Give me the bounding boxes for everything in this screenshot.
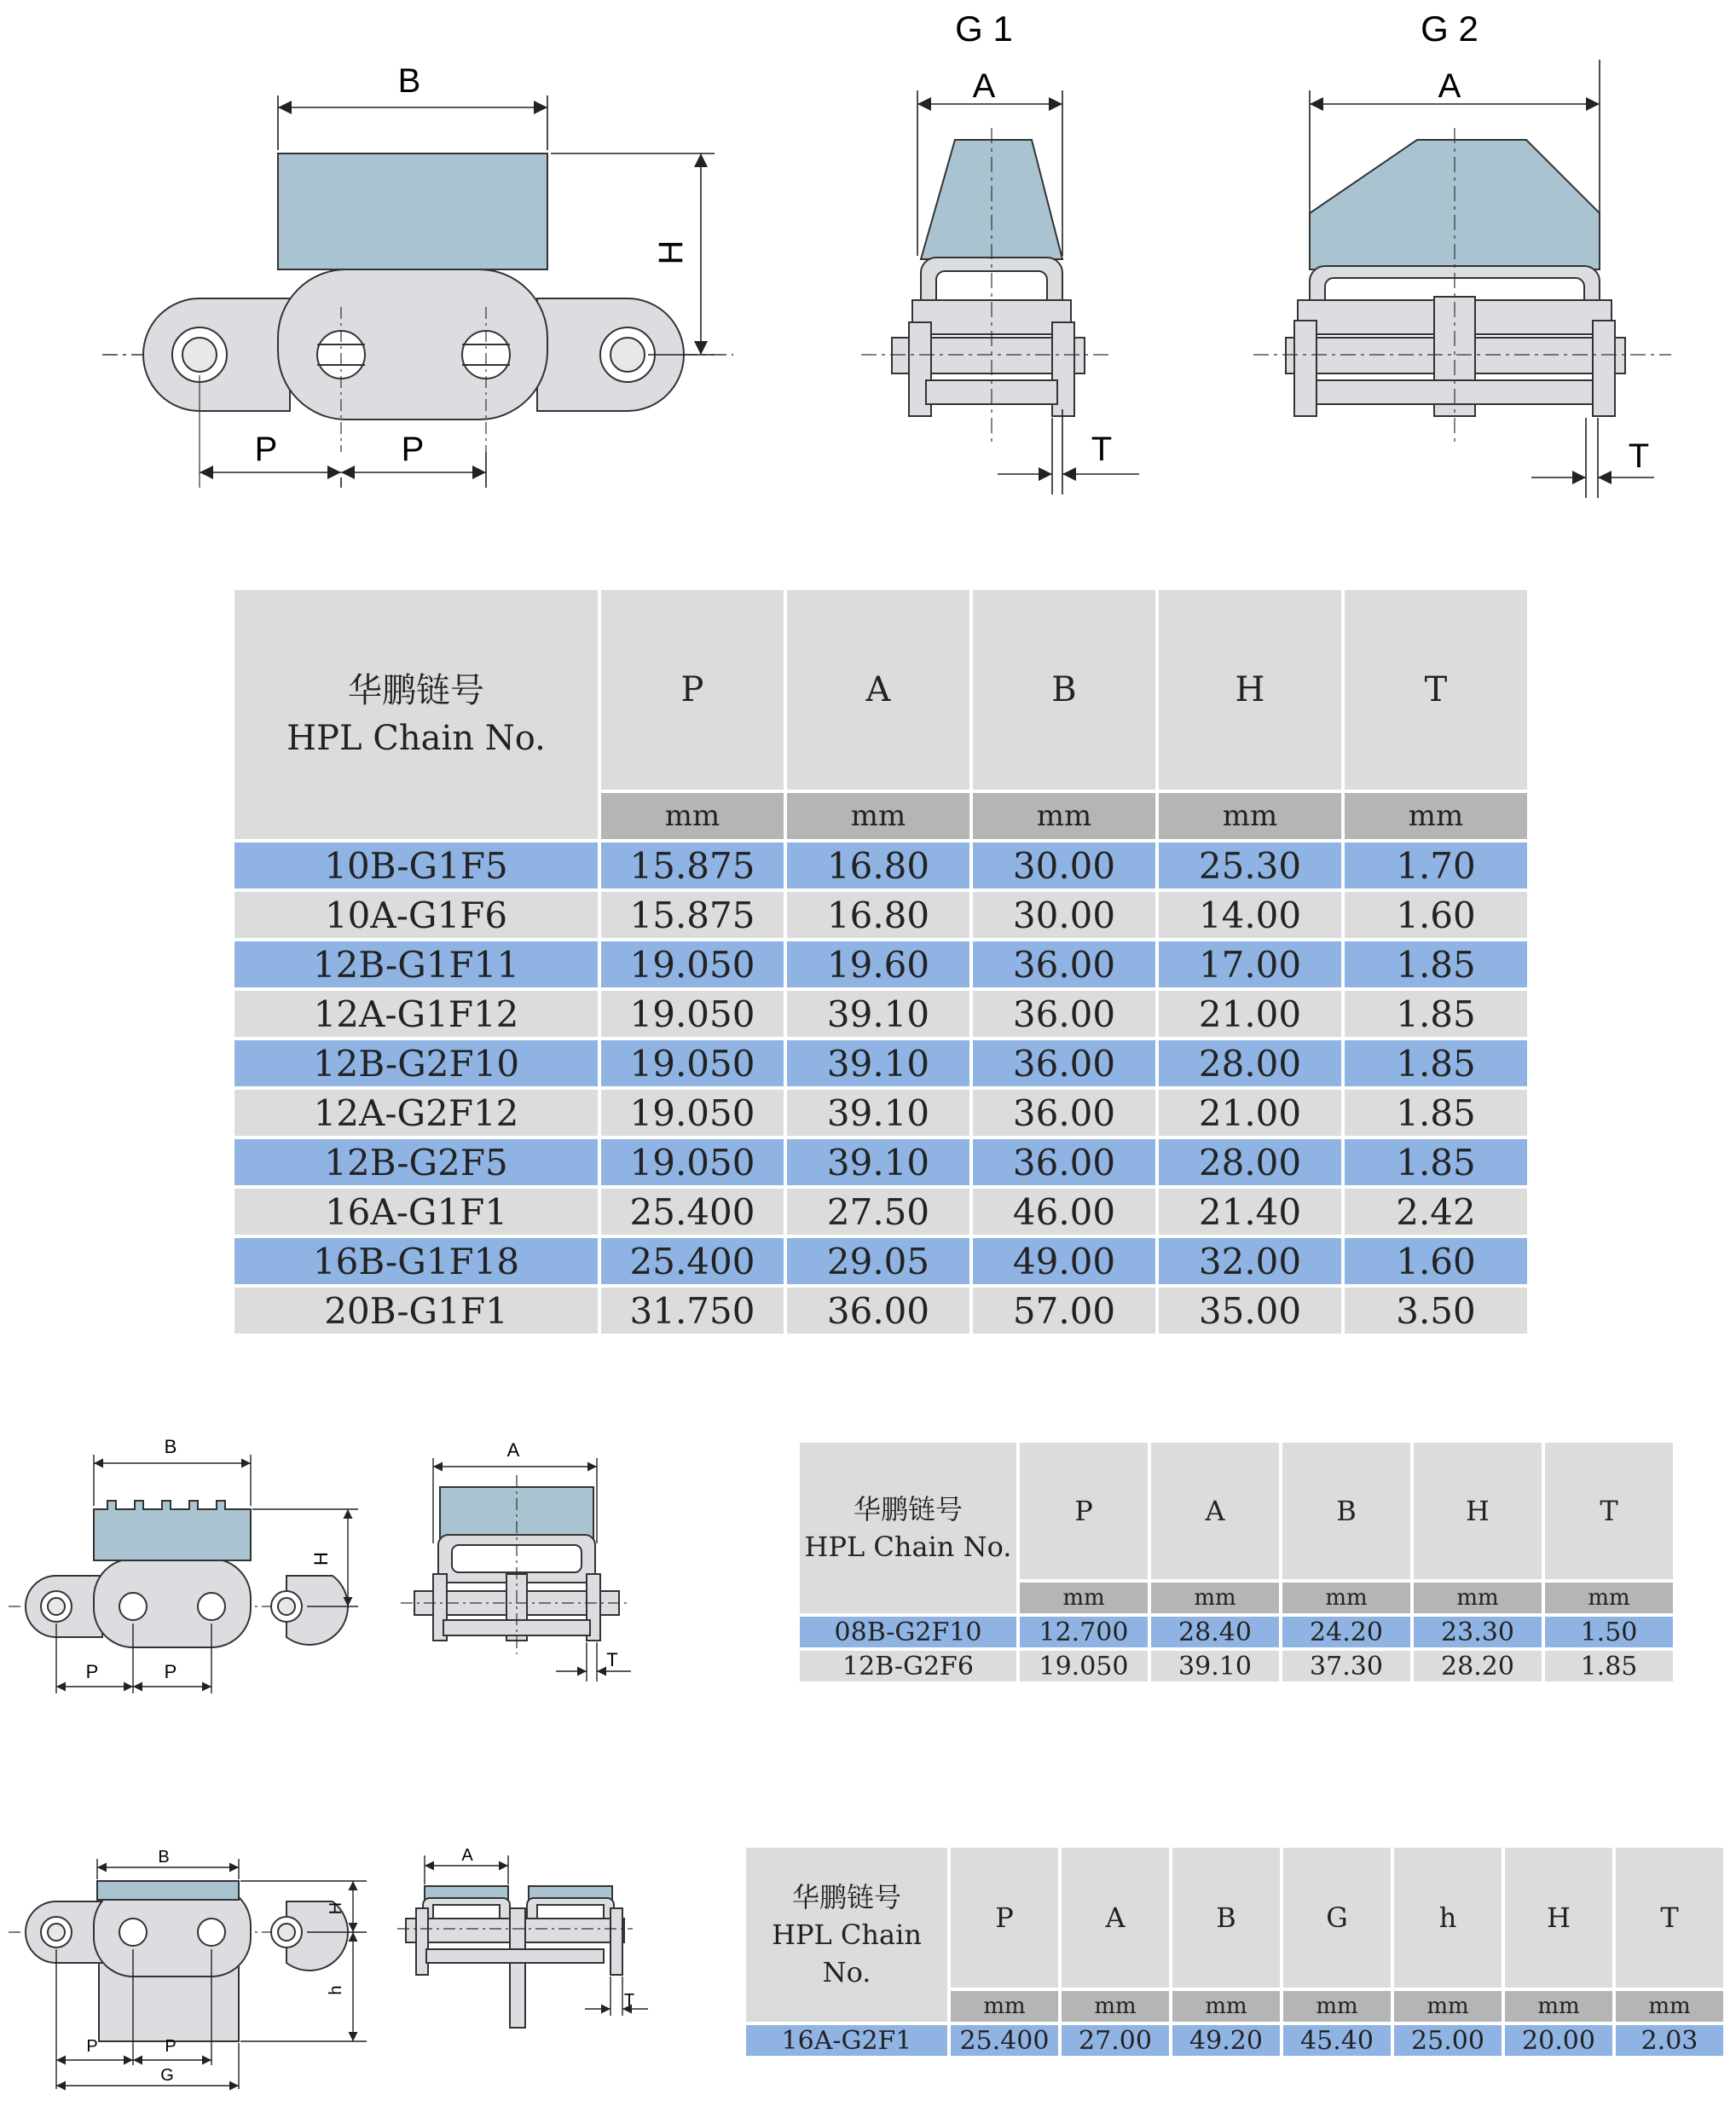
value-cell: 27.50 [787, 1189, 969, 1235]
col-header: H [1159, 590, 1341, 790]
mid-label-h: H [310, 1552, 332, 1566]
table-row [234, 1139, 1527, 1185]
col-header: H [1414, 1443, 1542, 1579]
unit-cell: mm [1505, 1991, 1612, 2022]
header-chain-no [800, 1443, 1016, 1613]
value-cell: 1.85 [1345, 1040, 1527, 1086]
value-cell: 1.85 [1545, 1651, 1673, 1681]
mid-label-b: B [164, 1436, 177, 1457]
bottom-label-b: B [158, 1848, 170, 1867]
value-cell: 46.00 [973, 1189, 1155, 1235]
col-header: P [1020, 1443, 1148, 1579]
col-header: B [1282, 1443, 1410, 1579]
g1-label-a: A [972, 67, 996, 105]
unit-cell: mm [1283, 1991, 1391, 2022]
bottom-label-p2: P [165, 2037, 176, 2056]
value-cell: 36.00 [787, 1288, 969, 1334]
value-cell: 28.40 [1151, 1617, 1279, 1647]
value-cell: 49.20 [1172, 2025, 1280, 2056]
unit-cell: mm [1345, 793, 1527, 839]
unit-cell: mm [1020, 1583, 1148, 1613]
value-cell: 19.050 [601, 991, 784, 1037]
value-cell: 25.400 [601, 1189, 784, 1235]
header-en: HPL Chain No. [804, 1531, 1012, 1563]
value-cell: 57.00 [973, 1288, 1155, 1334]
value-cell: 30.00 [973, 842, 1155, 888]
value-cell: 32.00 [1159, 1238, 1341, 1284]
value-cell: 1.70 [1345, 842, 1527, 888]
header-cn: 华鹏链号 [791, 1881, 901, 1913]
value-cell: 19.050 [601, 1139, 784, 1185]
col-header: P [601, 590, 784, 790]
value-cell: 36.00 [973, 1040, 1155, 1086]
value-cell: 36.00 [973, 991, 1155, 1037]
bottom-chain-diagrams [0, 1833, 733, 2101]
value-cell: 24.20 [1282, 1617, 1410, 1647]
table-row [234, 941, 1527, 987]
chain-no-cell: 12B-G1F11 [234, 941, 598, 987]
table-row [234, 1238, 1527, 1284]
label-h: H [652, 240, 690, 265]
label-b: B [397, 62, 421, 100]
value-cell: 37.30 [1282, 1651, 1410, 1681]
value-cell: 21.00 [1159, 991, 1341, 1037]
value-cell: 14.00 [1159, 892, 1341, 938]
value-cell: 25.00 [1394, 2025, 1502, 2056]
label-p2: P [401, 431, 425, 468]
g2-label-t: T [1628, 437, 1650, 475]
value-cell: 3.50 [1345, 1288, 1527, 1334]
chain-no-cell: 16B-G1F18 [234, 1238, 598, 1284]
g1-title: G 1 [955, 9, 1013, 49]
value-cell: 20.00 [1505, 2025, 1612, 2056]
col-header: G [1283, 1848, 1391, 1988]
value-cell: 1.85 [1345, 1090, 1527, 1136]
col-header: h [1394, 1848, 1502, 1988]
col-header: T [1545, 1443, 1673, 1579]
value-cell: 25.400 [601, 1238, 784, 1284]
value-cell: 1.85 [1345, 941, 1527, 987]
col-header: B [1172, 1848, 1280, 1988]
table-row [234, 1288, 1527, 1334]
value-cell: 27.00 [1062, 2025, 1169, 2056]
value-cell: 29.05 [787, 1238, 969, 1284]
unit-cell: mm [787, 793, 969, 839]
mid-label-p2: P [164, 1661, 177, 1682]
table-row [746, 2025, 1723, 2056]
value-cell: 2.42 [1345, 1189, 1527, 1235]
value-cell: 19.050 [601, 941, 784, 987]
chain-spec-table-3 [743, 1844, 1727, 2059]
value-cell: 31.750 [601, 1288, 784, 1334]
col-header: A [787, 590, 969, 790]
col-header: T [1616, 1848, 1723, 1988]
mid-chain-diagrams [0, 1415, 767, 1705]
chain-no-cell: 16A-G2F1 [746, 2025, 947, 2056]
value-cell: 36.00 [973, 1139, 1155, 1185]
chain-no-cell: 16A-G1F1 [234, 1189, 598, 1235]
value-cell: 49.00 [973, 1238, 1155, 1284]
value-cell: 36.00 [973, 1090, 1155, 1136]
value-cell: 36.00 [973, 941, 1155, 987]
value-cell: 21.40 [1159, 1189, 1341, 1235]
g1-label-t: T [1091, 431, 1113, 468]
chain-no-cell: 20B-G1F1 [234, 1288, 598, 1334]
value-cell: 1.60 [1345, 1238, 1527, 1284]
value-cell: 39.10 [1151, 1651, 1279, 1681]
unit-cell: mm [1172, 1991, 1280, 2022]
mid-label-p1: P [85, 1661, 99, 1682]
value-cell: 35.00 [1159, 1288, 1341, 1334]
table-row [234, 1090, 1527, 1136]
value-cell: 39.10 [787, 1090, 969, 1136]
unit-cell: mm [1151, 1583, 1279, 1613]
value-cell: 19.050 [601, 1090, 784, 1136]
value-cell: 12.700 [1020, 1617, 1148, 1647]
table-row [234, 1040, 1527, 1086]
chain-spec-table-2 [796, 1439, 1676, 1685]
g2-title: G 2 [1421, 9, 1478, 49]
chain-no-cell: 12B-G2F10 [234, 1040, 598, 1086]
g2-view [1253, 128, 1671, 443]
unit-cell: mm [601, 793, 784, 839]
g1-view [861, 128, 1108, 443]
chain-no-cell: 12A-G2F12 [234, 1090, 598, 1136]
bottom-label-g: G [160, 2066, 174, 2085]
chain-no-cell: 10B-G1F5 [234, 842, 598, 888]
bottom-label-a: A [461, 1846, 473, 1865]
table-row [234, 842, 1527, 888]
value-cell: 39.10 [787, 991, 969, 1037]
bottom-label-t: T [623, 1991, 635, 2010]
value-cell: 23.30 [1414, 1617, 1542, 1647]
chain-spec-table-1 [231, 587, 1531, 1337]
chain-no-cell: 12B-G2F5 [234, 1139, 598, 1185]
header-en: HPL Chain No. [772, 1919, 922, 1988]
header-cn: 华鹏链号 [853, 1493, 963, 1525]
value-cell: 2.03 [1616, 2025, 1723, 2056]
table-row [234, 991, 1527, 1037]
bottom-label-h-upper: H [327, 1901, 345, 1915]
g2-label-a: A [1438, 67, 1461, 105]
chain-no-cell: 10A-G1F6 [234, 892, 598, 938]
value-cell: 1.50 [1545, 1617, 1673, 1647]
value-cell: 16.80 [787, 842, 969, 888]
unit-cell: mm [1616, 1991, 1723, 2022]
table-row [234, 1189, 1527, 1235]
value-cell: 30.00 [973, 892, 1155, 938]
header-cn: 华鹏链号 [348, 671, 484, 710]
mid-label-t: T [606, 1649, 618, 1670]
value-cell: 19.050 [601, 1040, 784, 1086]
chain-no-cell: 12B-G2F6 [800, 1651, 1016, 1681]
bottom-label-h-lower: h [327, 1985, 345, 1995]
header-chain-no [234, 590, 598, 839]
value-cell: 1.85 [1345, 991, 1527, 1037]
mid-label-a: A [506, 1439, 520, 1461]
label-p1: P [254, 431, 278, 468]
col-header: P [951, 1848, 1058, 1988]
table-row [234, 892, 1527, 938]
value-cell: 1.85 [1345, 1139, 1527, 1185]
col-header: H [1505, 1848, 1612, 1988]
unit-cell: mm [1414, 1583, 1542, 1613]
top-chain-diagrams [0, 0, 1736, 512]
unit-cell: mm [951, 1991, 1058, 2022]
header-chain-no [746, 1848, 947, 2022]
col-header: A [1062, 1848, 1169, 1988]
col-header: A [1151, 1443, 1279, 1579]
value-cell: 19.050 [1020, 1651, 1148, 1681]
value-cell: 28.00 [1159, 1040, 1341, 1086]
value-cell: 39.10 [787, 1040, 969, 1086]
value-cell: 28.20 [1414, 1651, 1542, 1681]
value-cell: 17.00 [1159, 941, 1341, 987]
value-cell: 21.00 [1159, 1090, 1341, 1136]
unit-cell: mm [1545, 1583, 1673, 1613]
unit-cell: mm [1282, 1583, 1410, 1613]
value-cell: 39.10 [787, 1139, 969, 1185]
value-cell: 25.30 [1159, 842, 1341, 888]
unit-cell: mm [1062, 1991, 1169, 2022]
value-cell: 15.875 [601, 892, 784, 938]
value-cell: 19.60 [787, 941, 969, 987]
value-cell: 15.875 [601, 842, 784, 888]
col-header: T [1345, 590, 1527, 790]
unit-cell: mm [973, 793, 1155, 839]
value-cell: 16.80 [787, 892, 969, 938]
unit-cell: mm [1159, 793, 1341, 839]
bottom-label-p1: P [86, 2037, 98, 2056]
value-cell: 28.00 [1159, 1139, 1341, 1185]
value-cell: 1.60 [1345, 892, 1527, 938]
header-en: HPL Chain No. [286, 719, 546, 758]
unit-cell: mm [1394, 1991, 1502, 2022]
table-row [800, 1651, 1673, 1681]
value-cell: 25.400 [951, 2025, 1058, 2056]
chain-no-cell: 08B-G2F10 [800, 1617, 1016, 1647]
table-row [800, 1617, 1673, 1647]
value-cell: 45.40 [1283, 2025, 1391, 2056]
chain-no-cell: 12A-G1F12 [234, 991, 598, 1037]
col-header: B [973, 590, 1155, 790]
